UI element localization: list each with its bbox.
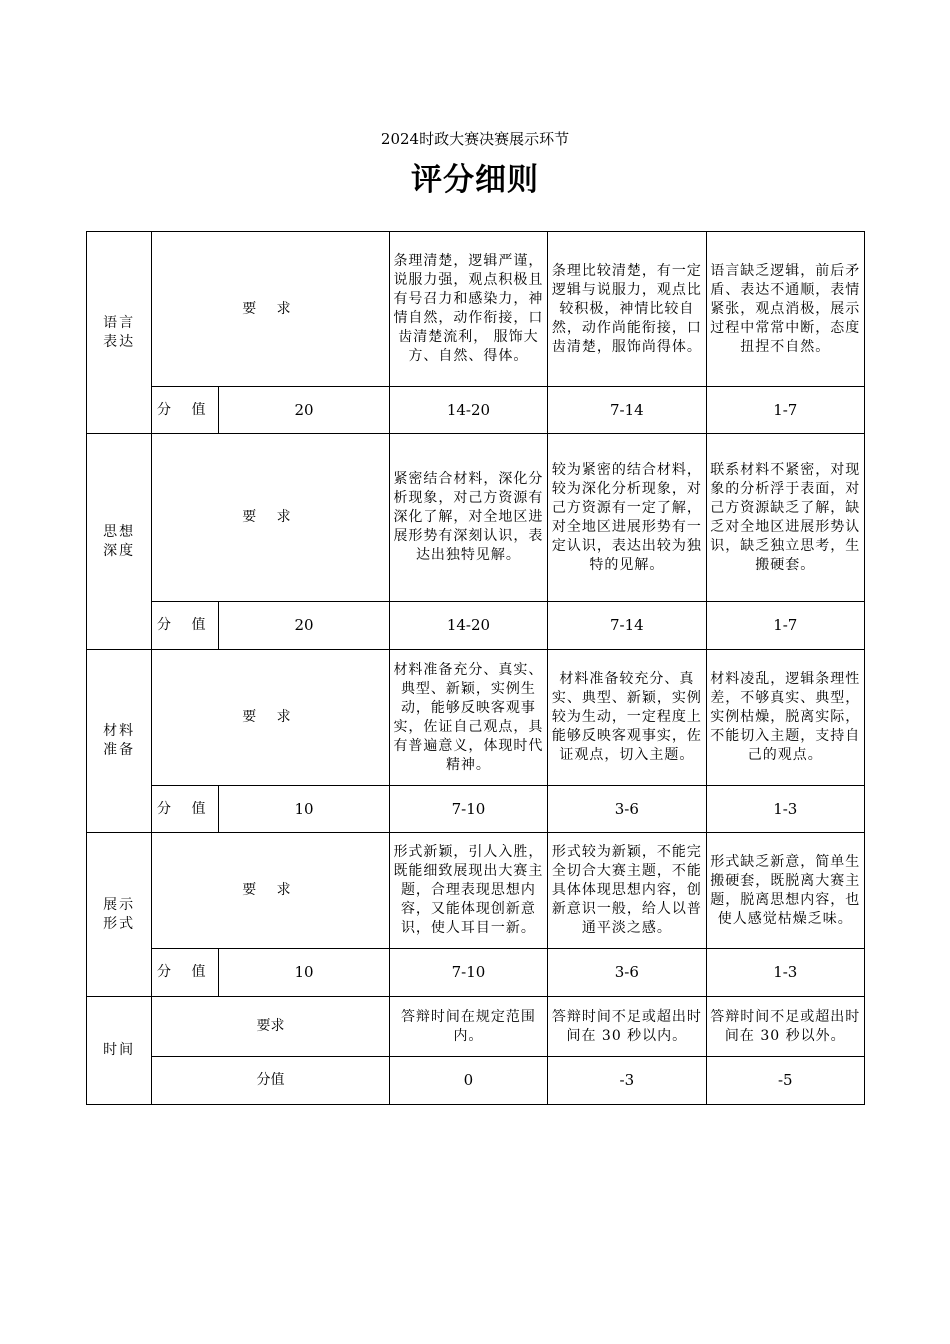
level-desc-cell: 答辩时间在规定范围内。: [389, 997, 547, 1057]
requirement-label: 要 求: [152, 232, 390, 387]
level-desc-cell: 紧密结合材料，深化分析现象，对己方资源有深化了解，对全地区进展形势有深刻认识，表达出独特见解。: [389, 434, 547, 602]
level-desc-cell: 形式较为新颖，不能完全切合大赛主题，不能具体体现思想内容，创新意识一般，给人以普通平淡之感。: [548, 833, 706, 949]
table-row: [87, 387, 865, 434]
level-score-cell: 1-7: [706, 387, 864, 434]
level-desc-cell: 联系材料不紧密，对现象的分析浮于表面，对己方资源缺乏了解，缺乏对全地区进展形势认识，缺乏独立思考，生搬硬套。: [706, 434, 864, 602]
level-desc-cell: 答辩时间不足或超出时间在 30 秒以内。: [548, 997, 706, 1057]
table-row: [87, 786, 865, 833]
category-cell: 展示 形式: [87, 833, 152, 997]
level-score-cell: 7-10: [389, 949, 547, 997]
level-score-cell: 7-10: [389, 786, 547, 833]
score-label: 分值: [152, 1057, 390, 1105]
category-cell: 材料 准备: [87, 650, 152, 833]
total-score-cell: 10: [219, 949, 389, 997]
category-cell: 思想 深度: [87, 434, 152, 650]
level-desc-cell: 形式缺乏新意，简单生搬硬套，既脱离大赛主题，脱离思想内容，也使人感觉枯燥乏味。: [706, 833, 864, 949]
total-score-cell: 10: [219, 786, 389, 833]
table-row: [87, 997, 865, 1057]
level-desc-cell: 材料凌乱，逻辑条理性差，不够真实、典型，实例枯燥，脱离实际，不能切入主题，支持自己的观点。: [706, 650, 864, 786]
level-desc-cell: 条理清楚，逻辑严谨，说服力强，观点积极且有号召力和感染力，神情自然，动作衔接，口齿清楚流利， 服饰大方、自然、得体。: [389, 232, 547, 387]
table-row: [87, 833, 865, 949]
level-score-cell: 14-20: [389, 602, 547, 650]
level-score-cell: 1-3: [706, 786, 864, 833]
level-score-cell: 14-20: [389, 387, 547, 434]
level-score-cell: 3-6: [548, 786, 706, 833]
level-score-cell: 3-6: [548, 949, 706, 997]
score-label: 分 值: [152, 786, 219, 833]
table-row: [87, 434, 865, 602]
level-score-cell: 7-14: [548, 387, 706, 434]
requirement-label: 要求: [152, 997, 390, 1057]
table-row: [87, 949, 865, 997]
table-row: [87, 602, 865, 650]
level-score-cell: -3: [548, 1057, 706, 1105]
level-score-cell: 0: [389, 1057, 547, 1105]
table-row: [87, 232, 865, 387]
score-label: 分 值: [152, 949, 219, 997]
level-desc-cell: 形式新颖，引人入胜，既能细致展现出大赛主题，合理表现思想内容，又能体现创新意识，使人耳目一新。: [389, 833, 547, 949]
score-label: 分 值: [152, 387, 219, 434]
level-score-cell: -5: [706, 1057, 864, 1105]
table-row: [87, 650, 865, 786]
level-desc-cell: 材料准备较充分、真实、典型、新颖，实例较为生动，一定程度上能够反映客观事实，佐证观点，切入主题。: [548, 650, 706, 786]
total-score-cell: 20: [219, 387, 389, 434]
level-desc-cell: 条理比较清楚，有一定逻辑与说服力，观点比较积极，神情比较自然，动作尚能衔接，口齿清楚，服饰尚得体。: [548, 232, 706, 387]
total-score-cell: 20: [219, 602, 389, 650]
level-desc-cell: 语言缺乏逻辑，前后矛盾、表达不通顺，表情紧张，观点消极，展示过程中常常中断，态度扭捏不自然。: [706, 232, 864, 387]
level-score-cell: 1-7: [706, 602, 864, 650]
level-desc-cell: 较为紧密的结合材料，较为深化分析现象，对己方资源有一定了解，对全地区进展形势有一定认识，表达出较为独特的见解。: [548, 434, 706, 602]
category-cell: 时间: [87, 997, 152, 1105]
scoring-table: [86, 231, 865, 1105]
level-desc-cell: 材料准备充分、真实、典型、新颖，实例生动，能够反映客观事实，佐证自己观点，具有普遍意义，体现时代精神。: [389, 650, 547, 786]
requirement-label: 要 求: [152, 434, 390, 602]
requirement-label: 要 求: [152, 833, 390, 949]
requirement-label: 要 求: [152, 650, 390, 786]
level-score-cell: 1-3: [706, 949, 864, 997]
level-score-cell: 7-14: [548, 602, 706, 650]
score-label: 分 值: [152, 602, 219, 650]
table-row: [87, 1057, 865, 1105]
level-desc-cell: 答辩时间不足或超出时间在 30 秒以外。: [706, 997, 864, 1057]
category-cell: 语言 表达: [87, 232, 152, 434]
document-title: 评分细则: [411, 162, 539, 198]
document-subtitle: 2024时政大赛决赛展示环节: [380, 130, 570, 148]
